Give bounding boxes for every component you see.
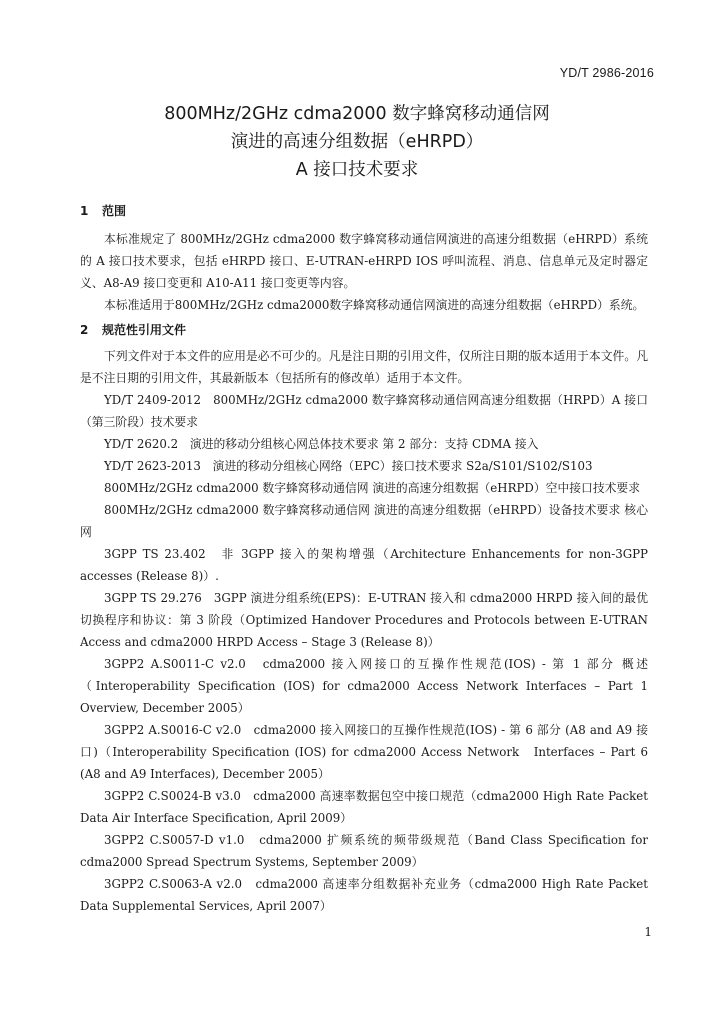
section-2-heading	[80, 319, 648, 341]
reference-item: 800MHz/2GHz cdma2000 数字蜂窝移动通信网 演进的高速分组数据（eHRPD）设备技术要求 核心网	[80, 503, 648, 539]
title-line-2: 演进的高速分组数据（eHRPD）	[230, 132, 484, 152]
reference-item: 800MHz/2GHz cdma2000 数字蜂窝移动通信网 演进的高速分组数据（eHRPD）空中接口技术要求	[104, 481, 641, 495]
reference-item: 3GPP2 C.S0024-B v3.0 cdma2000 高速率数据包空中接口规范（cdma2000 High Rate Packet Data Air Interface Specification, April 2009）	[80, 789, 648, 825]
reference-item: YD/T 2409-2012 800MHz/2GHz cdma2000 数字蜂窝移动通信网高速分组数据（HRPD）A 接口（第三阶段）技术要求	[80, 393, 648, 429]
title-line-1: 800MHz/2GHz cdma2000 数字蜂窝移动通信网	[164, 104, 550, 124]
section-1-paragraph: 本标准适用于800MHz/2GHz cdma2000数字蜂窝移动通信网演进的高速分组数据（eHRPD）系统。	[104, 298, 645, 312]
document-body	[80, 200, 648, 917]
reference-item: 3GPP TS 23.402 非 3GPP 接入的架构增强（Architecture Enhancements for non-3GPP accesses (Release 8)）.	[80, 547, 648, 583]
document-title	[0, 100, 714, 184]
reference-item: 3GPP2 A.S0016-C v2.0 cdma2000 接入网接口的互操作性规范(IOS) - 第 6 部分 (A8 and A9 接口)（Interoperability Specification (IOS) for cdma2000 Access Network Interfaces – Part 6 (A8 and A9 Interfaces), December 2005）	[80, 723, 648, 781]
section-2-title: 规范性引用文件	[102, 323, 187, 337]
reference-item: 3GPP2 C.S0057-D v1.0 cdma2000 扩频系统的频带级规范（Band Class Specification for cdma2000 Spread Spectrum Systems, September 2009）	[80, 833, 648, 869]
section-1-heading	[80, 200, 648, 222]
title-line-3: A 接口技术要求	[295, 160, 419, 180]
section-1-paragraph: 本标准规定了 800MHz/2GHz cdma2000 数字蜂窝移动通信网演进的高速分组数据（eHRPD）系统的 A 接口技术要求，包括 eHRPD 接口、E-UTRAN-eHRPD IOS 呼叫流程、消息、信息单元及定时器定义、A8-A9 接口变更和 A10-A11 接口变更等内容。	[80, 232, 648, 290]
page-number: 1	[644, 925, 652, 939]
reference-item: YD/T 2620.2 演进的移动分组核心网总体技术要求 第 2 部分：支持 CDMA 接入	[104, 437, 539, 451]
reference-item: 3GPP TS 29.276 3GPP 演进分组系统(EPS)：E-UTRAN 接入和 cdma2000 HRPD 接入间的最优切换程序和协议：第 3 阶段（Optimized Handover Procedures and Protocols between E-UTRAN Access and cdma2000 HRPD Access – Stage 3 (Release 8)）	[80, 591, 648, 649]
standard-number: YD/T 2986-2016	[559, 66, 654, 80]
reference-item: YD/T 2623-2013 演进的移动分组核心网络（EPC）接口技术要求 S2a/S101/S102/S103	[104, 459, 593, 473]
section-2-intro: 下列文件对于本文件的应用是必不可少的。凡是注日期的引用文件，仅所注日期的版本适用于本文件。凡是不注日期的引用文件，其最新版本（包括所有的修改单）适用于本文件。	[80, 349, 648, 385]
reference-item: 3GPP2 C.S0063-A v2.0 cdma2000 高速率分组数据补充业务（cdma2000 High Rate Packet Data Supplemental Services, April 2007）	[80, 877, 648, 913]
section-2-number: 2	[80, 323, 89, 337]
reference-item: 3GPP2 A.S0011-C v2.0 cdma2000 接入网接口的互操作性规范(IOS) - 第 1 部分 概述（Interoperability Specification (IOS) for cdma2000 Access Network Interfaces – Part 1 Overview, December 2005）	[80, 657, 648, 715]
section-1-number: 1	[80, 204, 89, 218]
section-1-title: 范围	[102, 204, 127, 218]
